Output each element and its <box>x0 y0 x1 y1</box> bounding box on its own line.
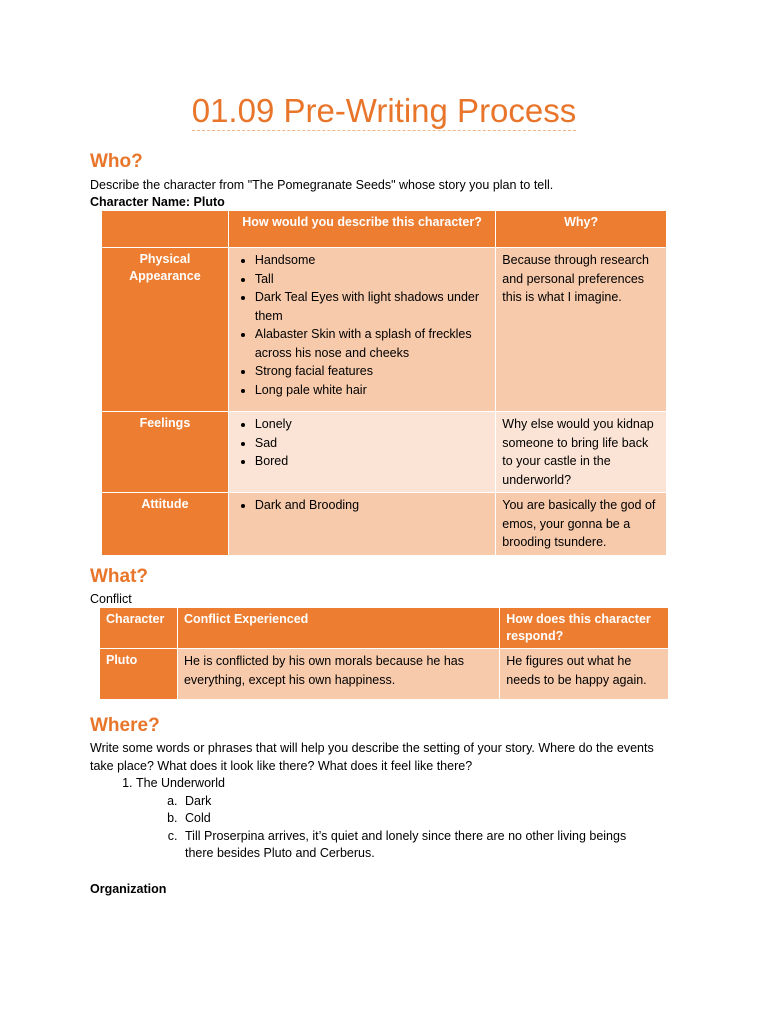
where-prompt: Write some words or phrases that will help you describe the setting of your story. Where do the events take place? What does it look like there? What does it feel like there? <box>90 741 654 773</box>
table-header-conflict: Conflict Experienced <box>177 608 499 649</box>
table-header-blank <box>102 211 229 248</box>
list-item: • Tall <box>255 270 489 289</box>
table-header-response: How does this character respond? <box>500 608 669 649</box>
row-label-feelings: Feelings <box>102 412 229 493</box>
table-header-row <box>102 211 667 248</box>
page-title: 01.09 Pre-Writing Process <box>191 92 577 129</box>
table-header-row <box>100 608 669 649</box>
physical-list <box>235 251 489 399</box>
attitude-list <box>235 496 489 515</box>
feelings-why-cell: Why else would you kidnap someone to bring life back to your castle in the underworld? <box>496 412 667 493</box>
list-item: • Lonely <box>255 415 489 434</box>
setting-list <box>110 775 655 863</box>
table-header-describe: How would you describe this character? <box>228 211 495 248</box>
organization-label: Organization <box>90 882 167 896</box>
setting-item-label: The Underworld <box>136 776 225 790</box>
attitude-items-cell <box>228 493 495 556</box>
list-item: • Handsome <box>255 251 489 270</box>
row-label-attitude: Attitude <box>102 493 229 556</box>
physical-items-cell <box>228 248 495 412</box>
feelings-items-cell <box>228 412 495 493</box>
setting-sublist <box>136 793 655 863</box>
list-item <box>136 775 655 863</box>
table-header-character: Character <box>100 608 178 649</box>
conflict-text-cell: He is conflicted by his own morals because he has everything, except his own happiness. <box>177 649 499 700</box>
character-description-table <box>101 210 667 556</box>
list-item: • Alabaster Skin with a splash of freckles across his nose and cheeks <box>255 325 489 362</box>
list-item: a. Dark <box>181 793 655 811</box>
table-row <box>102 412 667 493</box>
list-item: • Long pale white hair <box>255 381 489 400</box>
table-row <box>102 248 667 412</box>
who-prompt: Describe the character from "The Pomegranate Seeds" whose story you plan to tell. <box>90 178 554 192</box>
conflict-response-cell: He figures out what he needs to be happy again. <box>500 649 669 700</box>
list-item: c. Till Proserpina arrives, it’s quiet and lonely since there are no other living beings there besides Pluto and Cerberus. <box>181 828 655 863</box>
list-item: • Bored <box>255 452 489 471</box>
conflict-subheading: Conflict <box>90 592 132 606</box>
row-label-physical: Physical Appearance <box>102 248 229 412</box>
list-item: • Dark and Brooding <box>255 496 489 515</box>
attitude-why-cell: You are basically the god of emos, your gonna be a brooding tsundere. <box>496 493 667 556</box>
table-row <box>100 649 669 700</box>
list-item: • Dark Teal Eyes with light shadows under them <box>255 288 489 325</box>
conflict-character-cell: Pluto <box>100 649 178 700</box>
feelings-list <box>235 415 489 471</box>
physical-why-cell: Because through research and personal preferences this is what I imagine. <box>496 248 667 412</box>
list-item: • Sad <box>255 434 489 453</box>
conflict-table <box>99 607 669 700</box>
list-item: b. Cold <box>181 810 655 828</box>
table-header-why: Why? <box>496 211 667 248</box>
where-heading: Where? <box>90 715 160 736</box>
table-row <box>102 493 667 556</box>
who-heading: Who? <box>90 151 143 172</box>
what-heading: What? <box>90 566 149 587</box>
list-item: • Strong facial features <box>255 362 489 381</box>
character-name-label: Character Name: Pluto <box>90 195 225 209</box>
